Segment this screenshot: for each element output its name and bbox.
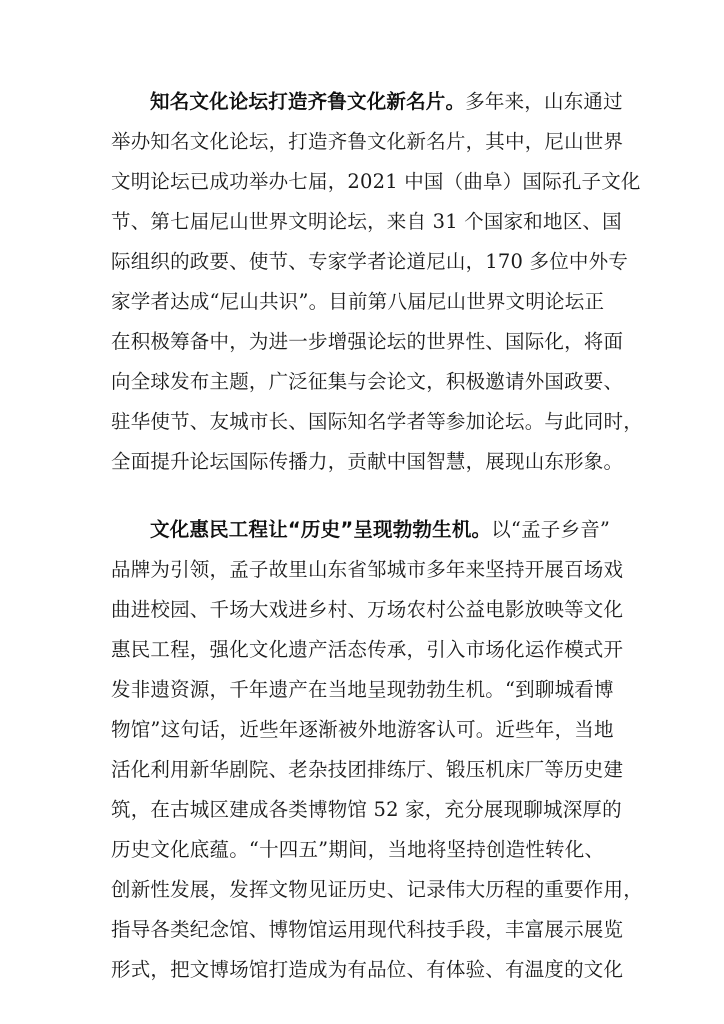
paragraph-2-line-2: 品牌为引领，孟子故里山东省邹城市多年来坚持开展百场戏 xyxy=(111,558,624,581)
paragraph-1-line-1 xyxy=(150,82,630,122)
paragraph-2-line-7: 活化利用新华剧院、老杂技团排练厅、锻压机床厂等历史建 xyxy=(111,758,624,781)
paragraph-1-line-7: 在积极筹备中，为进一步增强论坛的世界性、国际化，将面 xyxy=(111,330,624,353)
paragraph-2-line-9: 历史文化底蕴。“十四五”期间，当地将坚持创造性转化、 xyxy=(111,838,605,861)
paragraph-1-line-6: 家学者达成“尼山共识”。目前第八届尼山世界文明论坛正 xyxy=(111,290,605,313)
paragraph-2-line-6: 物馆”这句话，近些年逐渐被外地游客认可。近些年，当地 xyxy=(111,718,614,741)
paragraph-1-line-8: 向全球发布主题，广泛征集与会论文，积极邀请外国政要、 xyxy=(111,370,624,393)
paragraph-1-line-9: 驻华使节、友城市长、国际知名学者等参加论坛。与此同时， xyxy=(111,410,643,433)
paragraph-1-line-5: 际组织的政要、使节、专家学者论道尼山，170 多位中外专 xyxy=(111,250,629,273)
paragraph-2-line-10: 创新性发展，发挥文物见证历史、记录伟大历程的重要作用， xyxy=(111,878,643,901)
paragraph-2-line-8: 筑，在古城区建成各类博物馆 52 家，充分展现聊城深厚的 xyxy=(111,798,622,821)
paragraph-2-line-4: 惠民工程，强化文化遗产活态传承，引入市场化运作模式开 xyxy=(111,638,624,661)
paragraph-1-line-10: 全面提升论坛国际传播力，贡献中国智慧，展现山东形象。 xyxy=(111,450,624,473)
paragraph-2-line-12: 形式，把文博场馆打造成为有品位、有体验、有温度的文化 xyxy=(111,958,624,981)
paragraph-2-line-3: 曲进校园、千场大戏进乡村、万场农村公益电影放映等文化 xyxy=(111,598,624,621)
paragraph-2-line-11: 指导各类纪念馆、博物馆运用现代科技手段，丰富展示展览 xyxy=(111,918,624,941)
paragraph-2-line-5: 发非遗资源，千年遗产在当地呈现勃勃生机。“到聊城看博 xyxy=(111,678,614,701)
paragraph-1-line-3: 文明论坛已成功举办七届，2021 中国（曲阜）国际孔子文化 xyxy=(111,170,641,193)
paragraph-1-heading: 知名文化论坛打造齐鲁文化新名片。 xyxy=(150,90,466,113)
paragraph-1-line-4: 节、第七届尼山世界文明论坛，来自 31 个国家和地区、国 xyxy=(111,210,622,233)
paragraph-2-text: 以“孟子乡音” xyxy=(491,518,611,541)
paragraph-1-text: 多年来，山东通过 xyxy=(465,90,623,113)
paragraph-2-line-1 xyxy=(150,510,630,550)
paragraph-1-line-2: 举办知名文化论坛，打造齐鲁文化新名片，其中，尼山世界 xyxy=(111,130,624,153)
paragraph-2-heading: 文化惠民工程让“历史”呈现勃勃生机。 xyxy=(150,518,492,541)
